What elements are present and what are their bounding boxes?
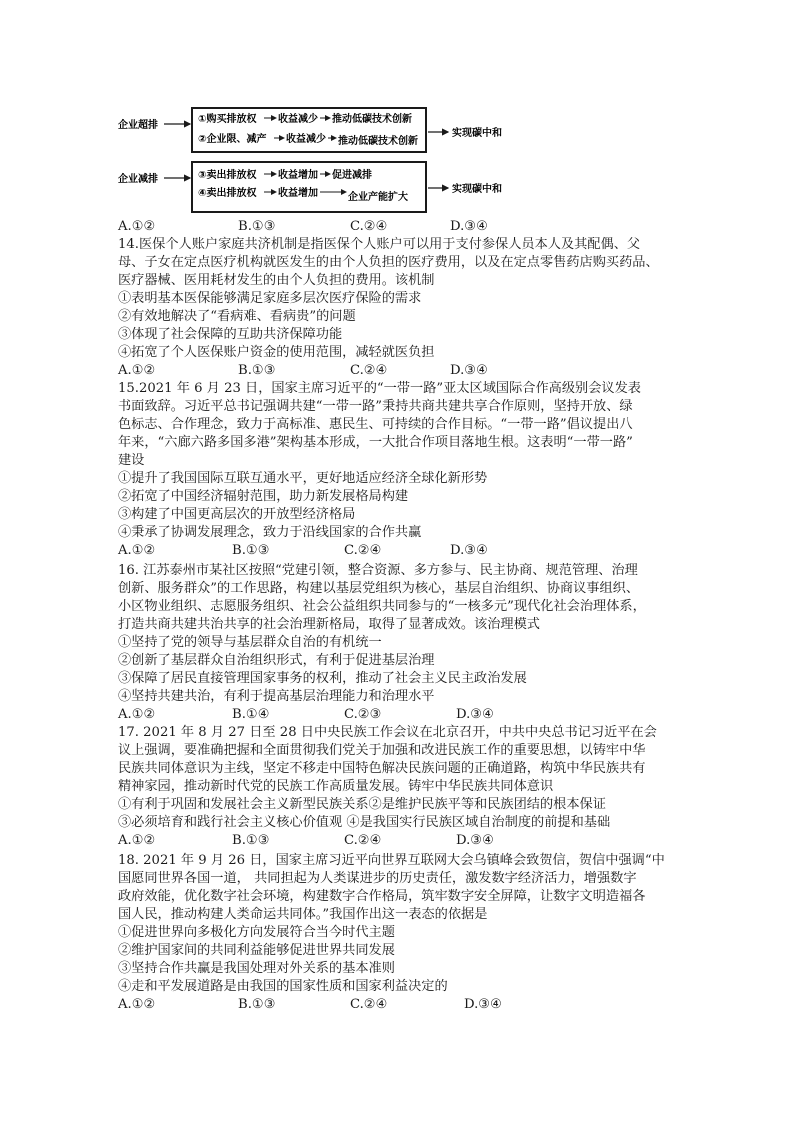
diagram-top-line1: ①购买排放权 [198,114,257,125]
q16-stem-line: 创新、服务群众”的工作思路，构建以基层党组织为核心，基层自治组织、协商议事组织、 [118,581,640,596]
q14-option-d[interactable]: D.③④ [450,363,488,378]
q17-option-a[interactable]: A.①② [118,833,156,848]
q15-item: ③构建了中国更高层次的开放型经济格局 [118,507,356,522]
q16-item: ③保障了居民直接管理国家事务的权利，推动了社会主义民主政治发展 [118,671,527,686]
q17-option-d[interactable]: D.③④ [456,833,494,848]
diagram-bottom-line1-mid: 收益增加 [278,170,318,181]
q18-stem-line: 国人民，推动构建人类命运共同体。”我国作出这一表态的依据是 [118,907,488,922]
q13-option-a[interactable]: A.①② [118,219,156,234]
q17-stem-line: 民族共同体意识为主线，坚定不移走中国特色解决民族问题的正确道路，构筑中华民族共有 [118,761,646,776]
q18-option-d[interactable]: D.③④ [464,997,502,1012]
q18-option-a[interactable]: A.①② [118,997,156,1012]
q17-stem-line: 17. 2021 年 8 月 27 日至 28 日中央民族工作会议在北京召开，中共中央总书记习近平在会 [118,725,657,740]
diagram-bottom-result: 实现碳中和 [452,184,502,195]
q18-option-b[interactable]: B.①③ [238,997,276,1012]
q14-item: ③体现了社会保障的互助共济保障功能 [118,327,343,342]
diagram-bottom-line1: ③卖出排放权 [198,170,257,181]
q16-option-c[interactable]: C.②③ [344,707,382,722]
q16-item: ①坚持了党的领导与基层群众自治的有机统一 [118,635,382,650]
q15-stem-line: 建设 [118,453,145,468]
q15-stem-line: 书面致辞。习近平总书记强调共建“一带一路”秉持共商共建共享合作原则，坚持开放、绿 [118,399,633,414]
q17-stem-line: 议上强调，要准确把握和全面贯彻我们党关于加强和改进民族工作的重要思想，以铸牢中华 [118,743,646,758]
diagram-top-line1-end: 推动低碳技术创新 [332,114,412,125]
q17-option-b[interactable]: B.①③ [232,833,270,848]
diagram-top-line2-end: 推动低碳技术创新 [338,136,418,147]
diagram-top-line1-mid: 收益减少 [278,114,318,125]
q14-option-b[interactable]: B.①③ [238,363,276,378]
q13-option-b[interactable]: B.①③ [238,219,276,234]
q15-option-c[interactable]: C.②④ [344,543,382,558]
q17-item: ①有利于巩固和发展社会主义新型民族关系②是维护民族平等和民族团结的根本保证 [118,797,606,812]
q14-item: ②有效地解决了“看病难、看病贵”的问题 [118,309,356,324]
q17-item: ③必须培育和践行社会主义核心价值观 ④是我国实行民族区域自治制度的前提和基础 [118,815,611,830]
q16-option-d[interactable]: D.③④ [456,707,494,722]
diagram-top-start: 企业超排 [118,120,158,131]
q15-item: ②拓宽了中国经济辐射范围，助力新发展格局构建 [118,489,409,504]
q16-stem-line: 小区物业组织、志愿服务组织、社会公益组织共同参与的“一核多元”现代化社会治理体系， [118,599,646,614]
q18-stem-line: 国愿同世界各国一道， 共同担起为人类谋进步的历史责任，激发数字经济活力，增强数字 [118,871,637,886]
diagram-bottom-line2-end: 企业产能扩大 [348,192,408,203]
q14-stem-line: 医疗器械、医用耗材发生的由个人负担的费用。该机制 [118,273,435,288]
q15-stem-line: 色标志、合作理念，致力于高标准、惠民生、可持续的合作目标。“一带一路”倡议提出八 [118,417,633,432]
q18-stem-line: 18. 2021 年 9 月 26 日，国家主席习近平向世界互联网大会乌镇峰会致贺信，贺信中强调“中 [118,853,665,868]
q15-stem-line: 15.2021 年 6 月 23 日，国家主席习近平的“一带一路”亚太区域国际合作高级别会议发表 [118,381,641,396]
diagram-bottom-line1-end: 促进减排 [332,170,372,181]
q16-item: ④坚持共建共治，有利于提高基层治理能力和治理水平 [118,689,435,704]
diagram-top-line2: ②企业限、减产 [198,134,267,145]
q14-item: ④拓宽了个人医保账户资金的使用范围，减轻就医负担 [118,345,435,360]
q15-item: ④秉承了协调发展理念，致力于沿线国家的合作共赢 [118,525,422,540]
q16-item: ②创新了基层群众自治组织形式，有利于促进基层治理 [118,653,435,668]
diagram-bottom-line2-mid: 收益增加 [278,188,318,199]
diagram-bottom-start: 企业减排 [118,174,158,185]
q18-item: ③坚持合作共赢是我国处理对外关系的基本准则 [118,961,395,976]
q14-option-c[interactable]: C.②④ [350,363,388,378]
q13-option-d[interactable]: D.③④ [450,219,488,234]
q16-stem-line: 打造共商共建共治共享的社会治理新格局，取得了显著成效。该治理模式 [118,617,540,632]
q18-item: ①促进世界向多极化方向发展符合当今时代主题 [118,925,395,940]
q15-item: ①提升了我国国际互联互通水平，更好地适应经济全球化新形势 [118,471,488,486]
q18-item: ④走和平发展道路是由我国的国家性质和国家利益决定的 [118,979,448,994]
q15-option-a[interactable]: A.①② [118,543,156,558]
q17-option-c[interactable]: C.②④ [344,833,382,848]
q15-stem-line: 年来，“六廊六路多国多港”架构基本形成，一大批合作项目落地生根。这表明“一带一路” [118,435,633,450]
q15-option-b[interactable]: B.①③ [232,543,270,558]
q13-option-c[interactable]: C.②④ [350,219,388,234]
q18-stem-line: 政府效能，优化数字社会环境，构建数字合作格局，筑牢数字安全屏障，让数字文明造福各 [118,889,646,904]
carbon-trading-diagram [118,104,538,216]
q16-stem-line: 16. 江苏泰州市某社区按照“党建引领，整合资源、多方参与、民主协商、规范管理、治理 [118,563,638,578]
q14-stem-line: 14.医保个人账户家庭共济机制是指医保个人账户可以用于支付参保人员本人及其配偶、父 [118,237,641,252]
q14-option-a[interactable]: A.①② [118,363,156,378]
diagram-top-line2-mid: 收益减少 [286,134,326,145]
q14-stem-line: 母、子女在定点医疗机构就医发生的由个人负担的医疗费用，以及在定点零售药店购买药品、 [118,255,659,270]
q18-option-c[interactable]: C.②④ [350,997,388,1012]
q17-stem-line: 精神家园，推动新时代党的民族工作高质量发展。铸牢中华民族共同体意识 [118,779,554,794]
diagram-bottom-line2: ④卖出排放权 [198,188,257,199]
q14-item: ①表明基本医保能够满足家庭多层次医疗保险的需求 [118,291,422,306]
q16-option-a[interactable]: A.①② [118,707,156,722]
q15-option-d[interactable]: D.③④ [450,543,488,558]
q18-item: ②维护国家间的共同利益能够促进世界共同发展 [118,943,395,958]
q16-option-b[interactable]: B.①④ [232,707,270,722]
diagram-top-result: 实现碳中和 [452,128,502,139]
